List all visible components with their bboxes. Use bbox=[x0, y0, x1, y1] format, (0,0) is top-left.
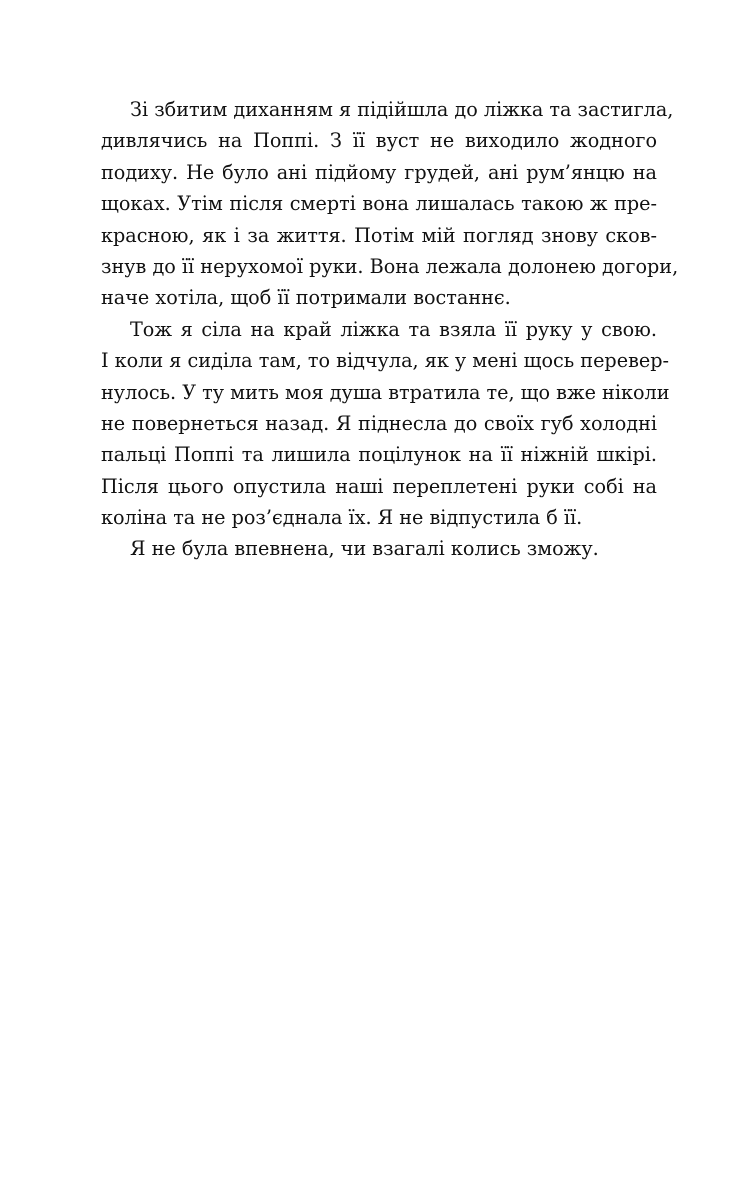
text-line: подиху. Не було ані підйому грудей, ані рум’янцю на bbox=[101, 160, 657, 184]
text-line: нулось. У ту мить моя душа втратила те, що вже ніколи bbox=[101, 380, 670, 404]
text-line: І коли я сиділа там, то відчула, як у мені щось перевер- bbox=[101, 349, 669, 373]
text-line: коліна та не роз’єднала їх. Я не відпустила б її. bbox=[101, 506, 583, 530]
paragraph-1 bbox=[101, 94, 679, 314]
text-line: наче хотіла, щоб її потримали востаннє. bbox=[101, 286, 511, 310]
paragraph-2 bbox=[101, 314, 670, 534]
text-line: дивлячись на Поппі. З її вуст не виходило жодного bbox=[101, 129, 657, 153]
text-line: не повернеться назад. Я піднесла до своїх губ холодні bbox=[101, 411, 657, 435]
text-line: пальці Поппі та лишила поцілунок на її ніжній шкірі. bbox=[101, 443, 657, 467]
text-line: Я не була впевнена, чи взагалі колись зможу. bbox=[130, 537, 599, 561]
text-line: Після цього опустила наші переплетені руки собі на bbox=[101, 474, 657, 498]
text-line: Тож я сіла на край ліжка та взяла її руку у свою. bbox=[130, 317, 657, 341]
body-text bbox=[101, 94, 679, 565]
text-line: знув до її нерухомої руки. Вона лежала долонею догори, bbox=[101, 254, 679, 278]
paragraph-3 bbox=[101, 533, 657, 564]
text-line: Зі збитим диханням я підійшла до ліжка та застигла, bbox=[130, 98, 674, 121]
text-line: красною, як і за життя. Потім мій погляд знову сков- bbox=[101, 223, 657, 247]
text-line: щоках. Утім після смерті вона лишалась такою ж пре- bbox=[101, 192, 657, 216]
